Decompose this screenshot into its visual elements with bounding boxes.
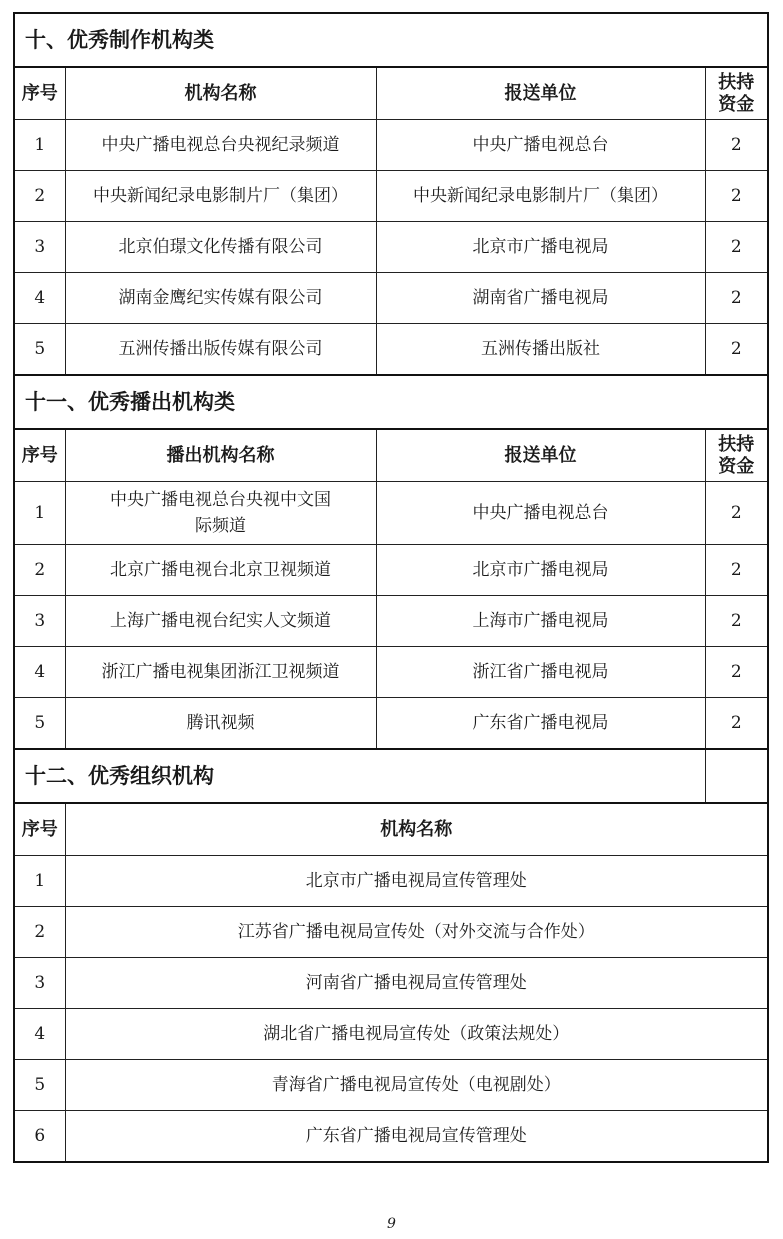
awards-document xyxy=(13,12,767,1163)
table-row xyxy=(14,907,768,958)
cell-fund: 2 xyxy=(705,273,768,324)
table-row xyxy=(14,596,768,647)
table-row xyxy=(14,1060,768,1111)
header-seq: 序号 xyxy=(14,67,65,120)
cell-fund: 2 xyxy=(705,482,768,545)
cell-name: 中央广播电视总台央视中文国际频道 xyxy=(65,482,376,545)
cell-seq: 2 xyxy=(14,545,65,596)
table-row xyxy=(14,958,768,1009)
cell-name: 湖北省广播电视局宣传处（政策法规处） xyxy=(65,1009,768,1060)
cell-name: 北京市广播电视局宣传管理处 xyxy=(65,856,768,907)
cell-unit: 广东省广播电视局 xyxy=(376,698,705,750)
table-row xyxy=(14,1009,768,1060)
cell-fund: 2 xyxy=(705,324,768,376)
cell-fund: 2 xyxy=(705,222,768,273)
cell-seq: 5 xyxy=(14,1060,65,1111)
cell-unit: 中央新闻纪录电影制片厂（集团） xyxy=(376,171,705,222)
section-11-header-row xyxy=(14,429,768,482)
header-fund: 扶持资金 xyxy=(705,429,768,482)
cell-seq: 1 xyxy=(14,856,65,907)
cell-unit: 北京市广播电视局 xyxy=(376,222,705,273)
cell-fund: 2 xyxy=(705,596,768,647)
table-row xyxy=(14,120,768,171)
header-fund: 扶持资金 xyxy=(705,67,768,120)
section-title: 十一、优秀播出机构类 xyxy=(14,375,768,429)
cell-seq: 5 xyxy=(14,698,65,750)
header-name: 播出机构名称 xyxy=(65,429,376,482)
cell-seq: 2 xyxy=(14,907,65,958)
cell-seq: 3 xyxy=(14,958,65,1009)
cell-unit: 湖南省广播电视局 xyxy=(376,273,705,324)
cell-name: 河南省广播电视局宣传管理处 xyxy=(65,958,768,1009)
cell-unit: 五洲传播出版社 xyxy=(376,324,705,376)
table-row xyxy=(14,647,768,698)
table-row xyxy=(14,324,768,376)
header-name: 机构名称 xyxy=(65,67,376,120)
cell-seq: 3 xyxy=(14,222,65,273)
cell-name: 北京广播电视台北京卫视频道 xyxy=(65,545,376,596)
header-unit: 报送单位 xyxy=(376,429,705,482)
cell-name: 中央广播电视总台央视纪录频道 xyxy=(65,120,376,171)
cell-seq: 6 xyxy=(14,1111,65,1163)
cell-name: 五洲传播出版传媒有限公司 xyxy=(65,324,376,376)
cell-fund: 2 xyxy=(705,120,768,171)
cell-name: 广东省广播电视局宣传管理处 xyxy=(65,1111,768,1163)
section-12-header-row xyxy=(14,803,768,856)
table-row xyxy=(14,222,768,273)
cell-seq: 2 xyxy=(14,171,65,222)
cell-seq: 5 xyxy=(14,324,65,376)
page-number: 9 xyxy=(387,1216,396,1232)
cell-seq: 1 xyxy=(14,120,65,171)
table-row xyxy=(14,273,768,324)
cell-name: 浙江广播电视集团浙江卫视频道 xyxy=(65,647,376,698)
cell-unit: 中央广播电视总台 xyxy=(376,120,705,171)
header-seq: 序号 xyxy=(14,429,65,482)
empty-cell xyxy=(705,749,768,803)
table-row xyxy=(14,856,768,907)
section-11-title-row xyxy=(14,375,768,429)
cell-fund: 2 xyxy=(705,647,768,698)
section-10-header-row xyxy=(14,67,768,120)
section-12-title-row xyxy=(14,749,768,803)
table-row xyxy=(14,545,768,596)
cell-seq: 4 xyxy=(14,273,65,324)
cell-unit: 浙江省广播电视局 xyxy=(376,647,705,698)
cell-seq: 3 xyxy=(14,596,65,647)
cell-name: 上海广播电视台纪实人文频道 xyxy=(65,596,376,647)
cell-unit: 北京市广播电视局 xyxy=(376,545,705,596)
section-title: 十二、优秀组织机构 xyxy=(14,749,705,803)
cell-unit: 中央广播电视总台 xyxy=(376,482,705,545)
header-unit: 报送单位 xyxy=(376,67,705,120)
cell-seq: 4 xyxy=(14,1009,65,1060)
cell-seq: 4 xyxy=(14,647,65,698)
section-title: 十、优秀制作机构类 xyxy=(14,13,768,67)
cell-name: 青海省广播电视局宣传处（电视剧处） xyxy=(65,1060,768,1111)
cell-fund: 2 xyxy=(705,171,768,222)
section-10-title-row xyxy=(14,13,768,67)
table-row xyxy=(14,171,768,222)
header-name: 机构名称 xyxy=(65,803,768,856)
cell-name: 湖南金鹰纪实传媒有限公司 xyxy=(65,273,376,324)
table-row xyxy=(14,1111,768,1163)
cell-name: 中央新闻纪录电影制片厂（集团） xyxy=(65,171,376,222)
header-seq: 序号 xyxy=(14,803,65,856)
cell-fund: 2 xyxy=(705,698,768,750)
cell-unit: 上海市广播电视局 xyxy=(376,596,705,647)
table-row xyxy=(14,698,768,750)
awards-table xyxy=(13,12,769,1163)
cell-name: 江苏省广播电视局宣传处（对外交流与合作处） xyxy=(65,907,768,958)
cell-fund: 2 xyxy=(705,545,768,596)
table-row xyxy=(14,482,768,545)
cell-name: 腾讯视频 xyxy=(65,698,376,750)
cell-seq: 1 xyxy=(14,482,65,545)
cell-name: 北京伯璟文化传播有限公司 xyxy=(65,222,376,273)
